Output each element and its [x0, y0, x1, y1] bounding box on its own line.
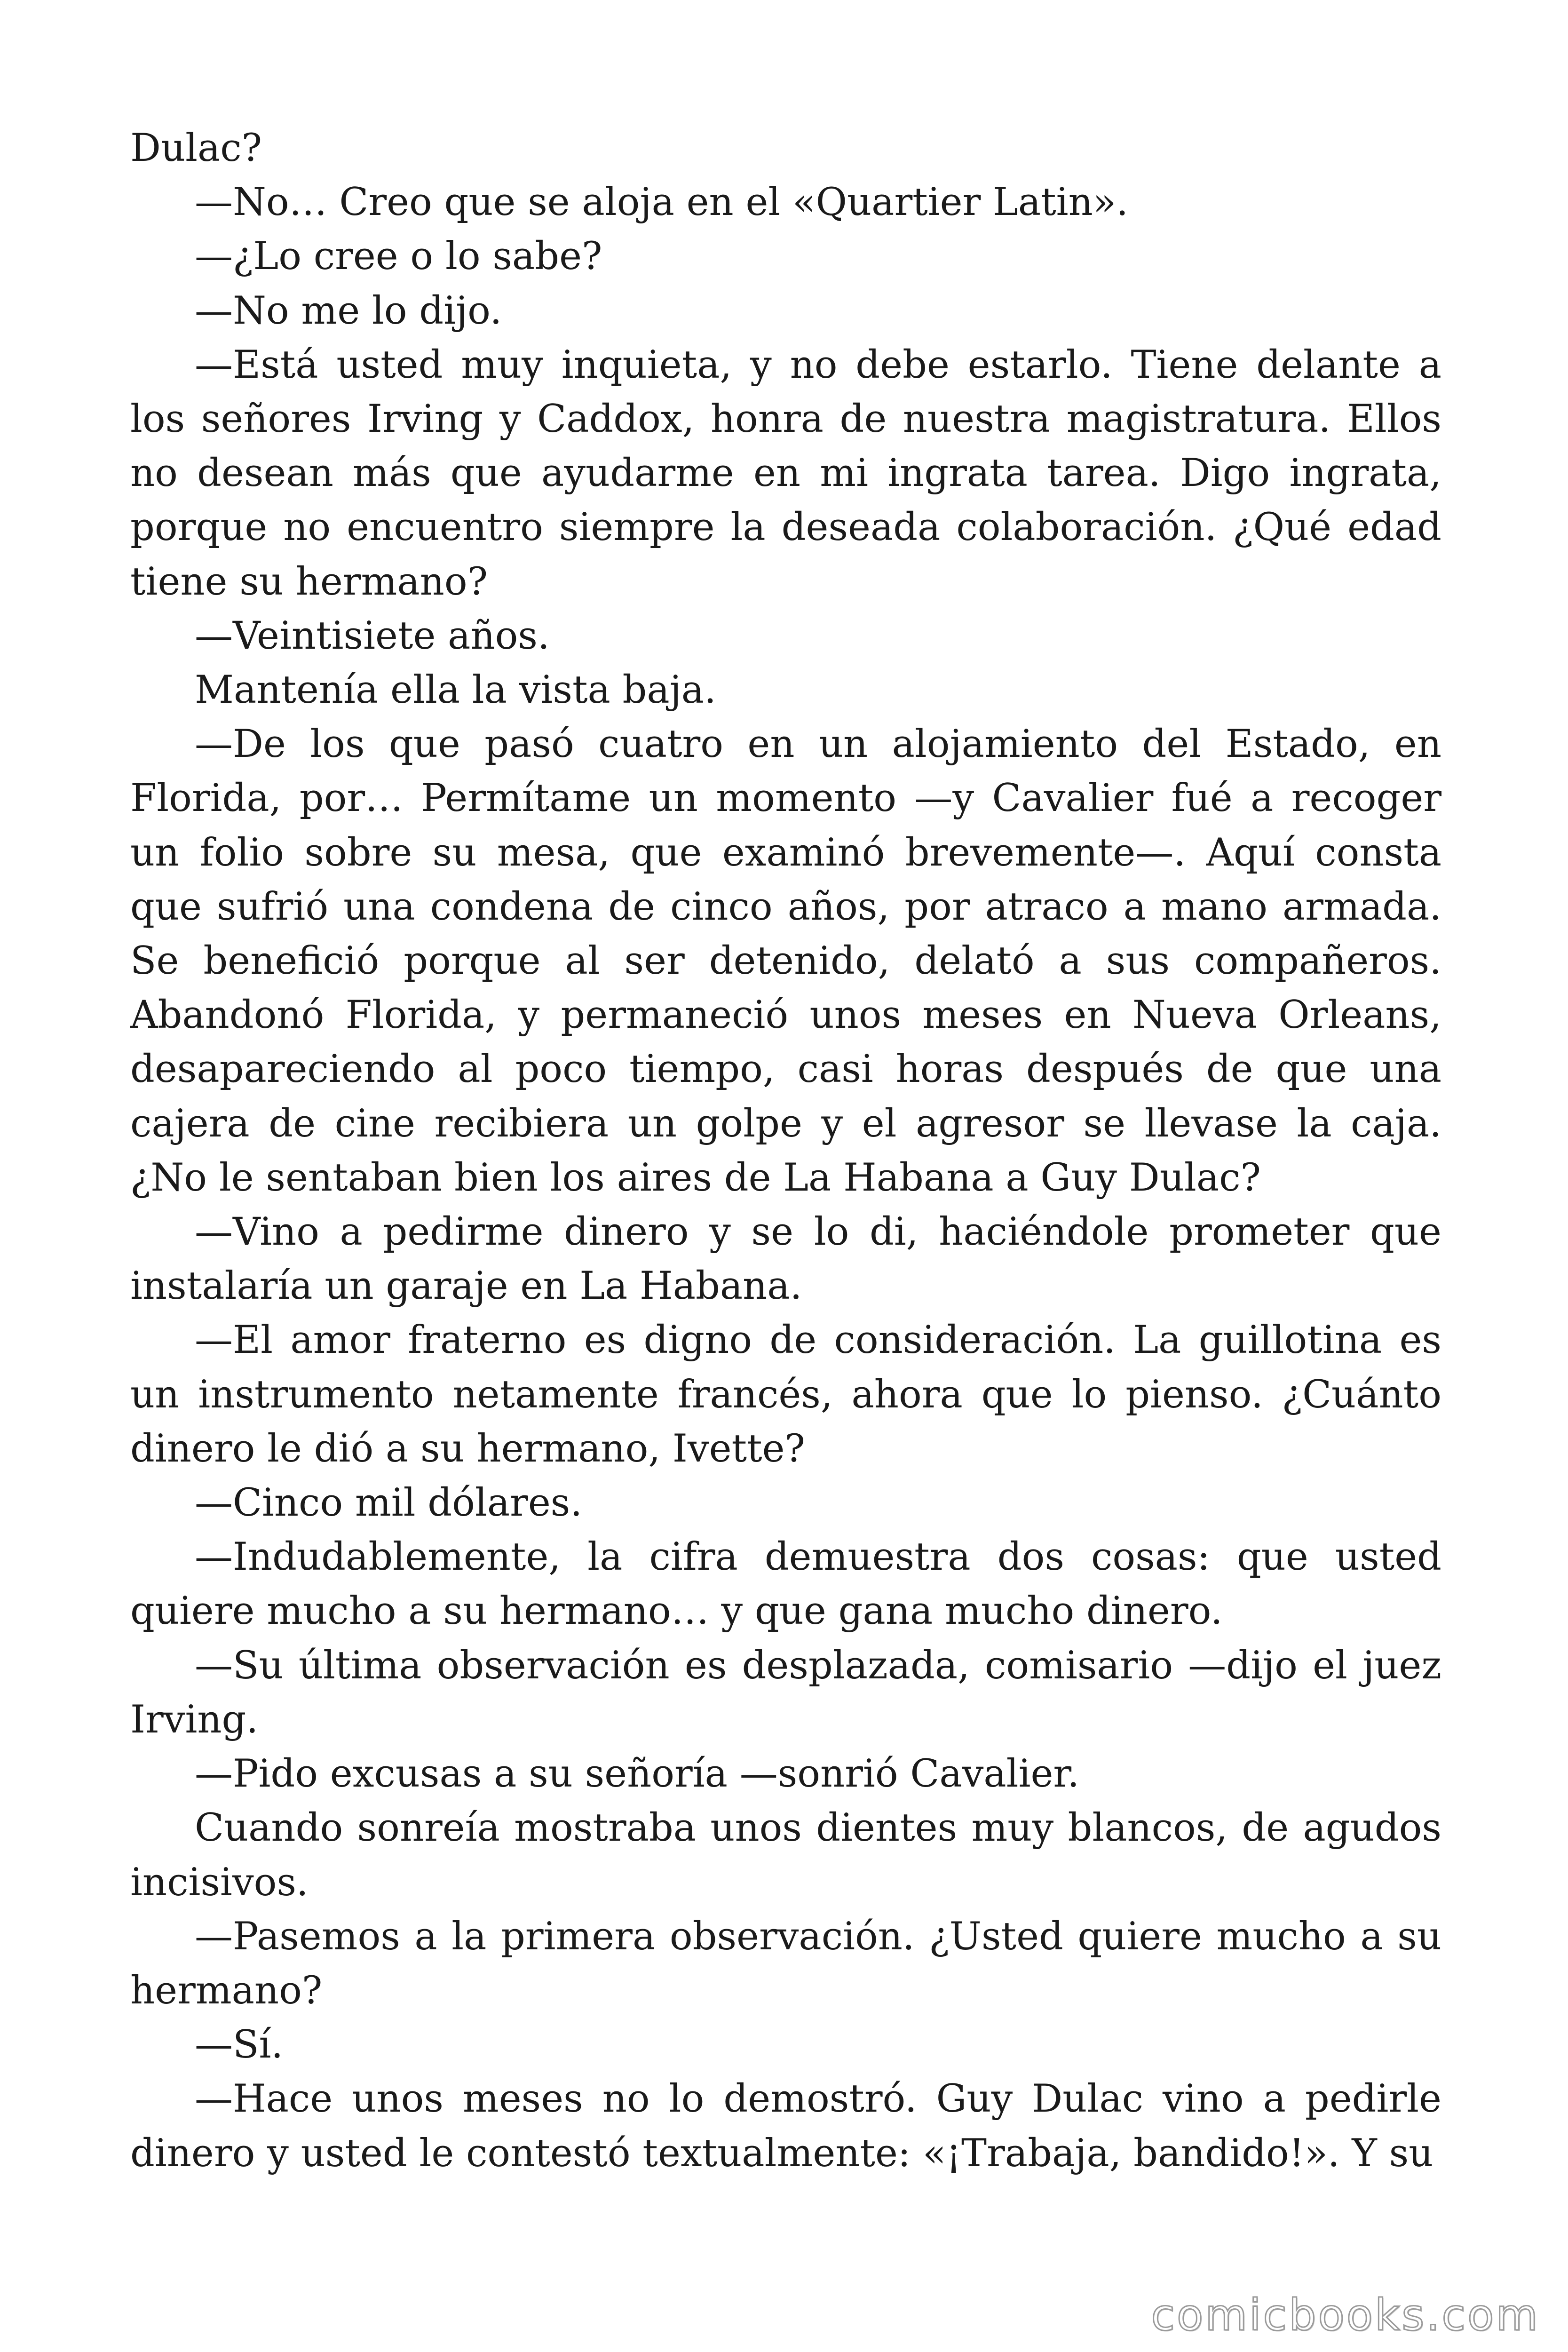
paragraph: —Vino a pedirme dinero y se lo di, haciéndole prometer que instalaría un garaje en La Habana. [130, 1210, 1441, 1309]
paragraph: Mantenía ella la vista baja. [195, 668, 716, 713]
paragraph: —No me lo dijo. [195, 288, 502, 333]
paragraph: —¿Lo cree o lo sabe? [195, 234, 602, 279]
watermark-logo: comicbooks.com [1151, 2290, 1540, 2340]
paragraph: —No… Creo que se aloja en el «Quartier Latin». [195, 180, 1129, 225]
paragraph: —Cinco mil dólares. [195, 1481, 583, 1526]
paragraph: —Está usted muy inquieta, y no debe estarlo. Tiene delante a los señores Irving y Caddox, honra de nuestra magistratura. Ellos no desean más que ayudarme en mi ingrata tarea. Digo ingrata, porque no encuentro siempre la deseada colaboración. ¿Qué edad tiene su hermano? [130, 342, 1441, 604]
paragraph: Cuando sonreía mostraba unos dientes muy blancos, de agudos incisivos. [130, 1806, 1441, 1905]
paragraph: —Su última observación es desplazada, comisario —dijo el juez Irving. [130, 1643, 1441, 1742]
paragraph: —Pido excusas a su señoría —sonrió Cavalier. [195, 1752, 1079, 1796]
body-text [130, 121, 1441, 2181]
paragraph: —De los que pasó cuatro en un alojamiento del Estado, en Florida, por… Permítame un momento —y Cavalier fué a recoger un folio sobre su mesa, que examinó brevemente—. Aquí consta que sufrió una condena de cinco años, por atraco a mano armada. Se benefició porque al ser detenido, delató a sus compañeros. Abandonó Florida, y permaneció unos meses en Nueva Orleans, desapareciendo al poco tiempo, casi horas después de que una cajera de cine recibiera un golpe y el agresor se llevase la caja. ¿No le sentaban bien los aires de La Habana a Guy Dulac? [130, 722, 1441, 1200]
paragraph: —Veintisiete años. [195, 613, 550, 658]
paragraph: —Hace unos meses no lo demostró. Guy Dulac vino a pedirle dinero y usted le contestó textualmente: «¡Trabaja, bandido!». Y su [130, 2077, 1441, 2176]
paragraph: —El amor fraterno es digno de consideración. La guillotina es un instrumento netamente francés, ahora que lo pienso. ¿Cuánto dinero le dió a su hermano, Ivette? [130, 1318, 1441, 1471]
paragraph: Dulac? [130, 126, 262, 170]
paragraph: —Pasemos a la primera observación. ¿Usted quiere mucho a su hermano? [130, 1914, 1441, 2013]
paragraph: —Sí. [195, 2023, 284, 2067]
paragraph: —Indudablemente, la cifra demuestra dos cosas: que usted quiere mucho a su hermano… y que gana mucho dinero. [130, 1535, 1441, 1634]
